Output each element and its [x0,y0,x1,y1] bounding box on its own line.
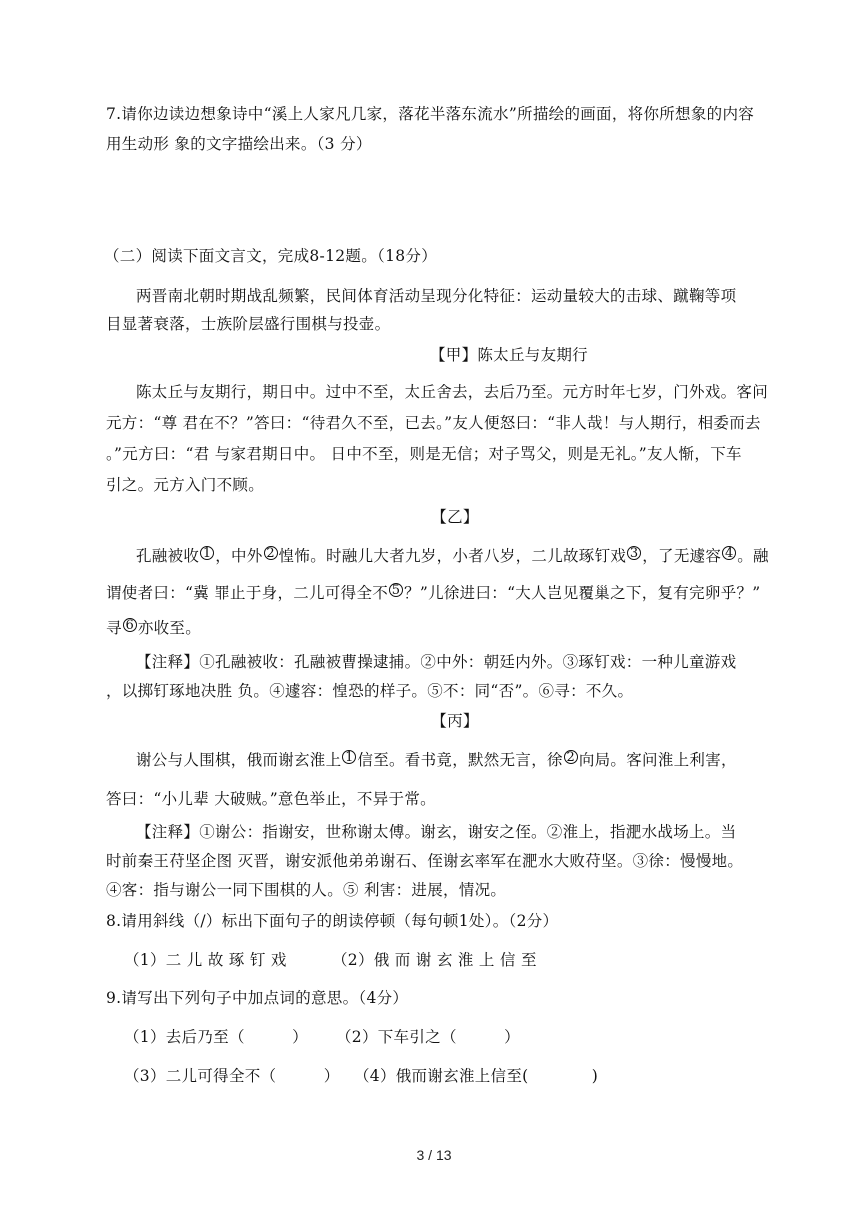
q8-stem: 8.请用斜线（/）标出下面句子的朗读停顿（每句顿1处）。（2分） [106,912,559,930]
footnote-marker-1: 1 [342,750,356,764]
yi-line-2 [106,583,761,603]
q9-item-4: （4）俄而谢玄淮上信至( ) [354,1067,599,1085]
bing-line-1 [136,750,737,770]
yi-line-1 [136,546,769,566]
footnote-marker-3: 3 [627,546,641,560]
yi-text-2b: ？”儿徐进曰：“大人岂见覆巢之下，复有完卵乎？” [404,584,761,602]
bing-text-1a: 谢公与人围棋，俄而谢玄淮上 [136,751,342,769]
yi-text-1b: ，中外 [215,547,263,565]
yi-text-2a: 谓使者曰：“冀 罪止于身，二儿可得全不 [106,584,389,602]
yi-text-3a: 寻 [106,619,122,637]
yi-text-1a: 孔融被收 [136,547,200,565]
footnote-marker-2: 2 [564,750,578,764]
q8-item-2: （2）俄 而 谢 玄 淮 上 信 至 [332,951,537,969]
jia-title: 【甲】陈太丘与友期行 [429,346,588,364]
bing-note-1: 【注释】①谢公：指谢安，世称谢太傅。谢玄，谢安之侄。②淮上，指淝水战场上。当 [136,823,737,841]
footnote-marker-6: 6 [123,618,137,632]
q9-item-2: （2）下车引之（ ） [336,1028,520,1046]
q7-line-1: 7.请你边读边想象诗中“溪上人家凡几家，落花半落东流水”所描绘的画面，将你所想象的内容 [106,105,755,123]
bing-line-2: 答曰：“小儿辈 大破贼。”意色举止，不异于常。 [106,790,436,808]
bing-text-1b: 信至。看书竟，默然无言，徐 [357,751,563,769]
jia-line-3: 。”元方曰：“君 与家君期日中。 日中不至，则是无信；对子骂父，则是无礼。”友人惭，下车 [106,445,742,463]
footnote-marker-2: 2 [264,546,278,560]
q7-line-2: 用生动形 象的文字描绘出来。（3 分） [106,135,372,153]
intro-line-1: 两晋南北朝时期战乱频繁，民间体育活动呈现分化特征：运动量较大的击球、蹴鞠等项 [136,287,737,305]
bing-title: 【丙】 [431,712,479,730]
q8-item-1: （1）二 儿 故 琢 钉 戏 [124,951,287,969]
yi-text-1c: 惶怖。时融儿大者九岁，小者八岁，二儿故琢钉戏 [278,547,627,565]
yi-title: 【乙】 [431,508,479,526]
yi-note-1: 【注释】①孔融被收：孔融被曹操逮捕。②中外：朝廷内外。③琢钉戏：一种儿童游戏 [136,653,737,671]
page-number: 3 / 13 [416,1147,452,1163]
jia-line-1: 陈太丘与友期行，期日中。过中不至，太丘舍去，去后乃至。元方时年七岁，门外戏。客问 [136,383,769,401]
section-heading: （二）阅读下面文言文，完成8-12题。（18分） [104,247,437,265]
yi-text-1d: ，了无遽容 [642,547,722,565]
yi-text-1e: 。融 [737,547,769,565]
jia-line-4: 引之。元方入门不顾。 [106,476,265,494]
footnote-marker-1: 1 [200,546,214,560]
jia-line-2: 元方：“尊 君在不？”答曰：“待君久不至，已去。”友人便怒曰：“非人哉！与人期行，相委而去 [106,414,761,432]
q9-item-3: （3）二儿可得全不（ ） [124,1067,340,1085]
bing-note-3: ④客：指与谢公一同下围棋的人。⑤ 利害：进展，情况。 [106,881,507,899]
bing-text-1c: 向局。客问淮上利害， [578,751,737,769]
yi-note-2: ，以掷钉琢地决胜 负。④遽容：惶恐的样子。⑤不：同“否”。⑥寻：不久。 [106,682,634,700]
footnote-marker-5: 5 [389,583,403,597]
bing-note-2: 时前秦王苻坚企图 灭晋，谢安派他弟弟谢石、侄谢玄率军在淝水大败苻坚。③徐：慢慢地。 [106,852,744,870]
q9-stem: 9.请写出下列句子中加点词的意思。（4分） [106,989,409,1007]
yi-text-3b: 亦收至。 [137,619,202,637]
intro-line-2: 目显著衰落，士族阶层盛行围棋与投壶。 [106,315,391,333]
footnote-marker-4: 4 [722,546,736,560]
q9-item-1: （1）去后乃至（ ） [124,1028,308,1046]
yi-line-3 [106,618,201,638]
